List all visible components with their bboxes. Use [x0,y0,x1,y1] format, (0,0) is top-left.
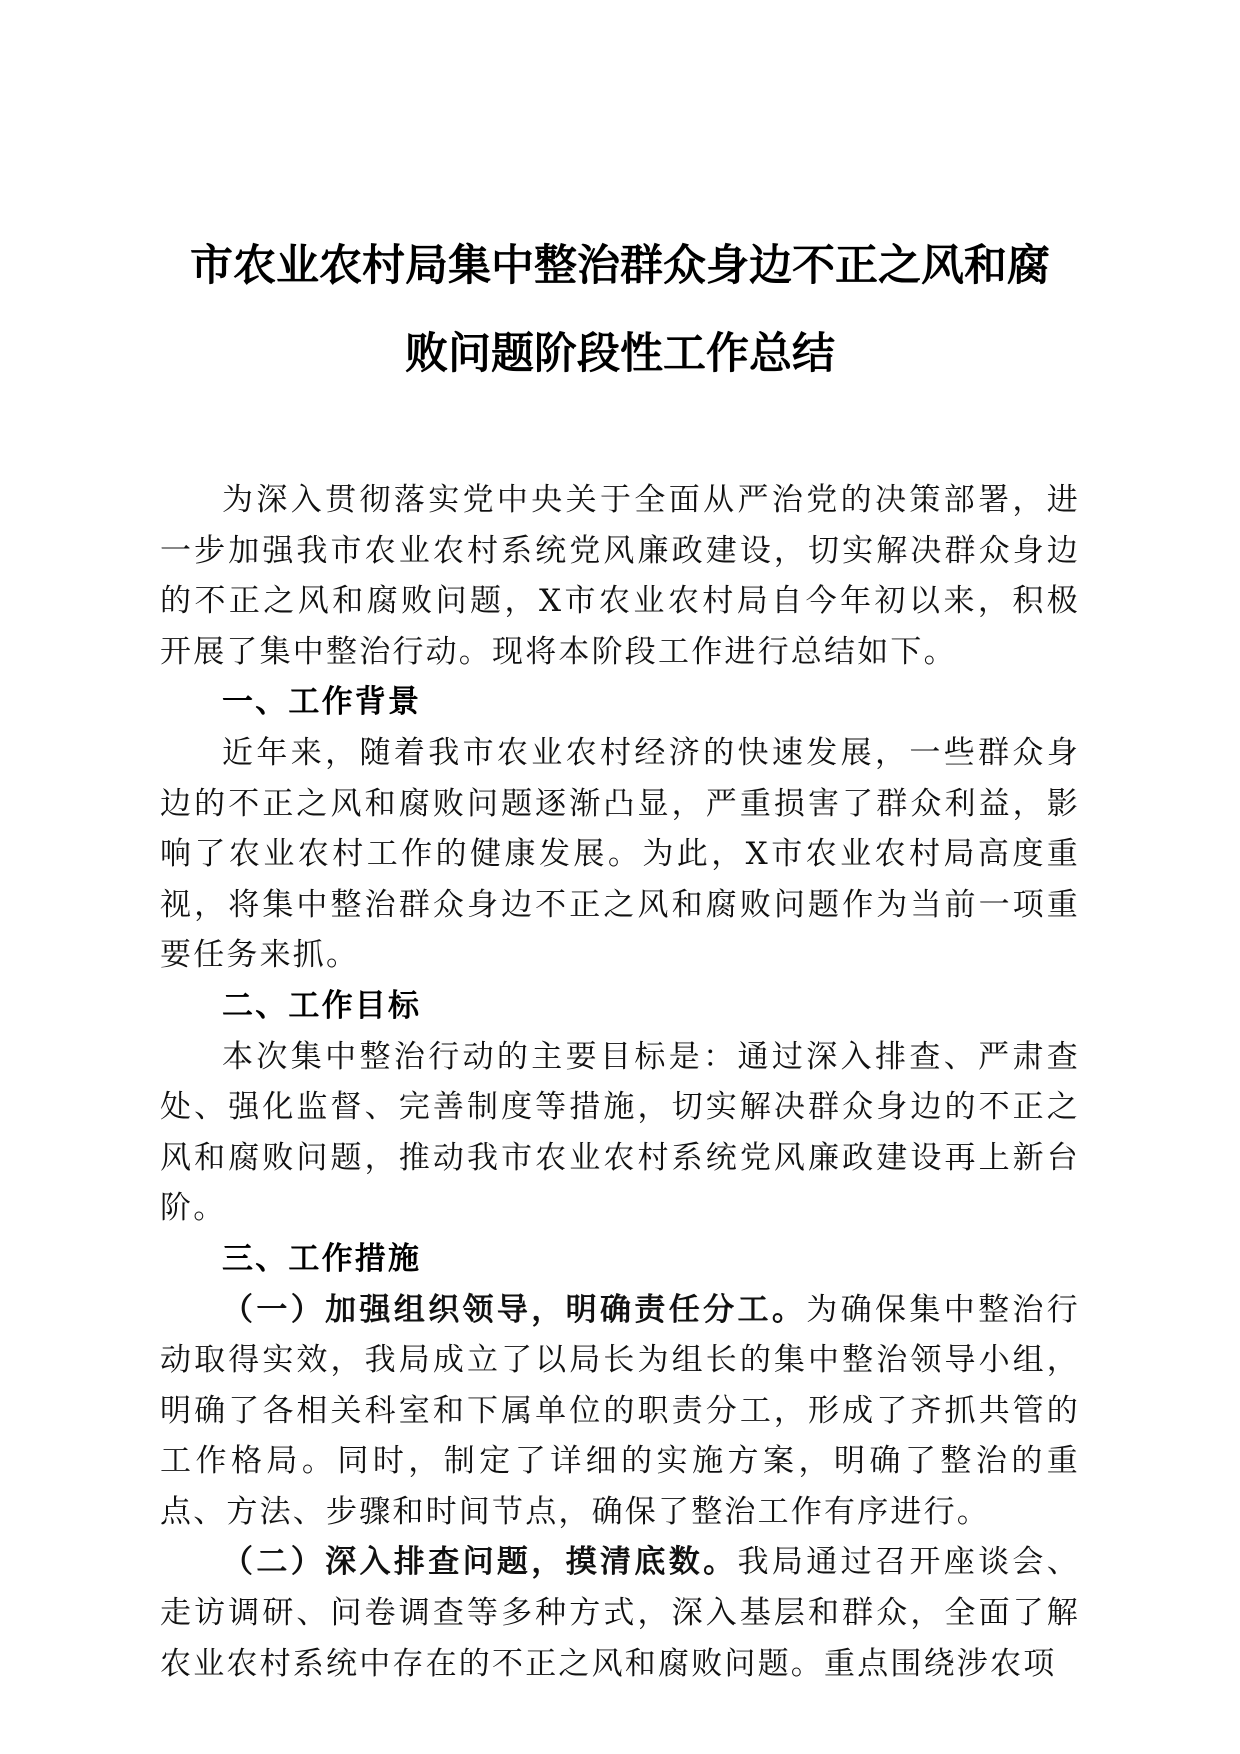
measure-2-paragraph [160,1537,1080,1689]
title-line-1: 市农业农村局集中整治群众身边不正之风和腐 [190,241,1050,291]
measure-2-lead: （二）深入排查问题，摸清底数。 [222,1544,738,1581]
document-body [160,475,1080,1689]
title-line-2: 败问题阶段性工作总结 [405,329,835,379]
measure-1-body: 为确保集中整治行动取得实效，我局成立了以局长为组长的集中整治领导小组，明确了各相关科室和下属单位的职责分工，形成了齐抓共管的工作格局。同时，制定了详细的实施方案，明确了整治的重点、方法、步骤和时间节点，确保了整治工作有序进行。 [160,1291,1080,1530]
measure-1-paragraph [160,1285,1080,1538]
section-heading-background: 一、工作背景 [222,684,422,721]
section-background-paragraph: 近年来，随着我市农业农村经济的快速发展，一些群众身边的不正之风和腐败问题逐渐凸显，严重损害了群众利益，影响了农业农村工作的健康发展。为此，X市农业农村局高度重视，将集中整治群众身边不正之风和腐败问题作为当前一项重要任务来抓。 [160,734,1080,974]
measure-1-lead: （一）加强组织领导，明确责任分工。 [222,1291,807,1328]
section-goals-paragraph: 本次集中整治行动的主要目标是：通过深入排查、严肃查处、强化监督、完善制度等措施，切实解决群众身边的不正之风和腐败问题，推动我市农业农村系统党风廉政建设再上新台阶。 [160,1038,1080,1227]
section-heading-goals: 二、工作目标 [222,987,422,1024]
document-title [140,222,1100,398]
measure-2-body: 我局通过召开座谈会、走访调研、问卷调查等多种方式，深入基层和群众，全面了解农业农村系统中存在的不正之风和腐败问题。重点围绕涉农项 [160,1544,1080,1682]
intro-paragraph: 为深入贯彻落实党中央关于全面从严治党的决策部署，进一步加强我市农业农村系统党风廉政建设，切实解决群众身边的不正之风和腐败问题，X市农业农村局自今年初以来，积极开展了集中整治行动。现将本阶段工作进行总结如下。 [160,482,1080,670]
section-heading-measures: 三、工作措施 [222,1240,422,1277]
